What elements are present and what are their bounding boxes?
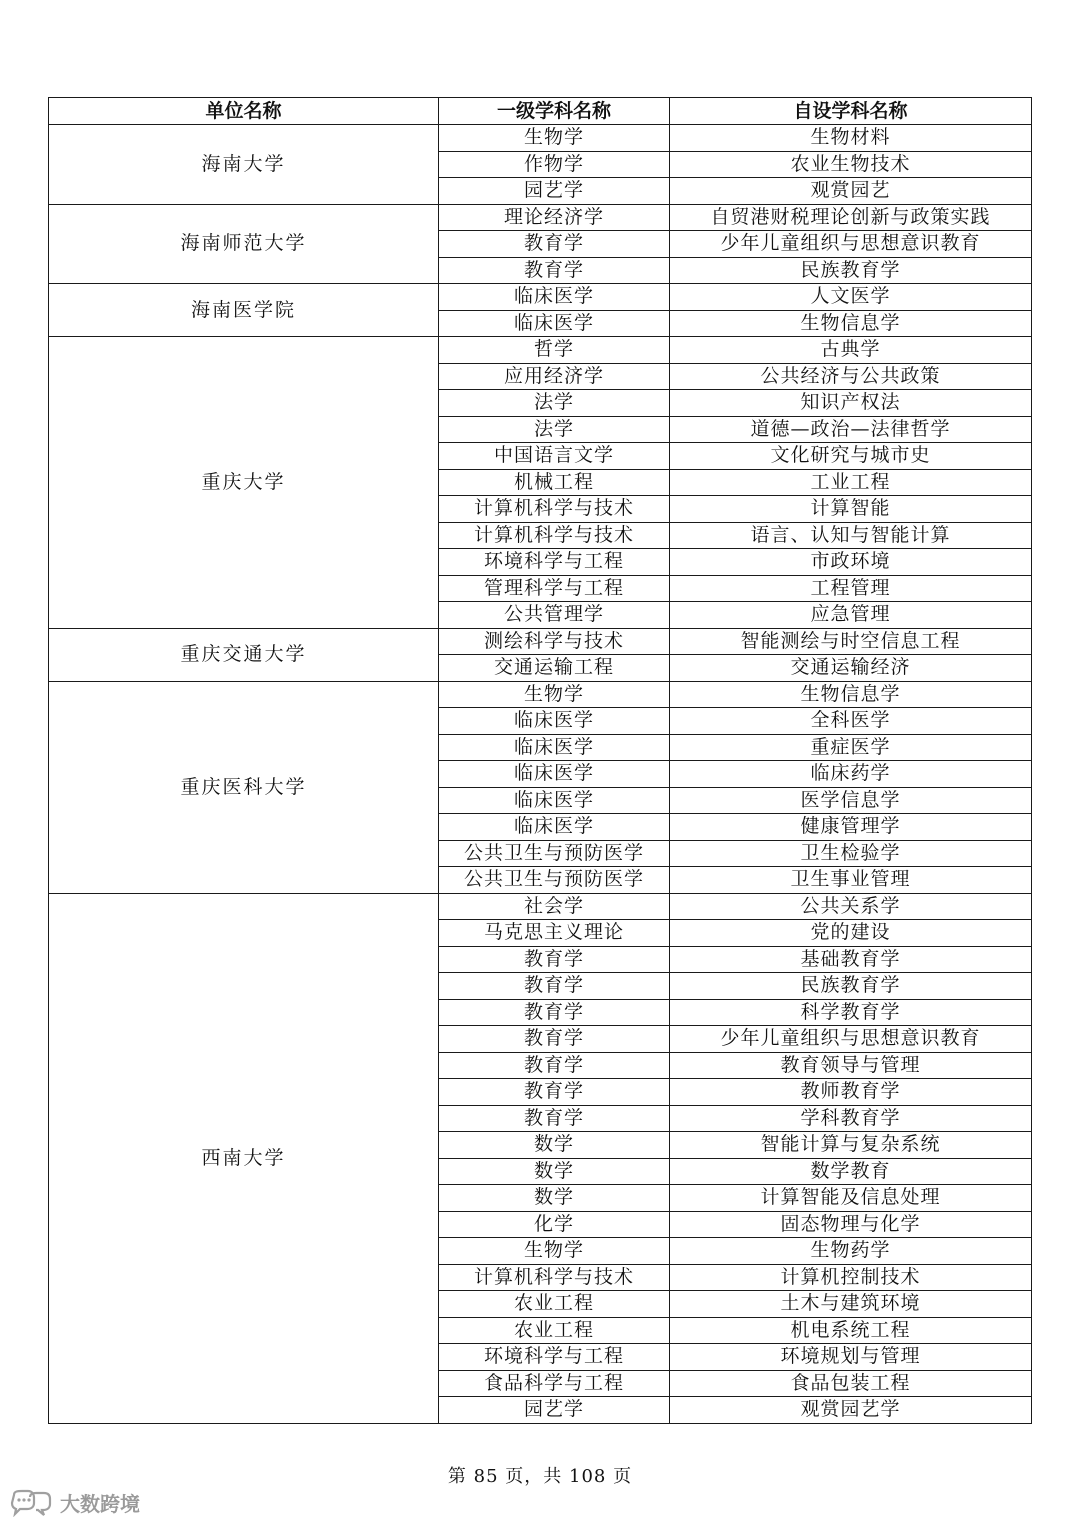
custom-discipline-cell: 交通运输经济 — [670, 655, 1032, 682]
chat-bubble-logo-icon — [8, 1489, 54, 1517]
primary-discipline-cell: 测绘科学与技术 — [439, 628, 670, 655]
custom-discipline-cell: 智能测绘与时空信息工程 — [670, 628, 1032, 655]
custom-discipline-cell: 学科教育学 — [670, 1105, 1032, 1132]
custom-discipline-cell: 观赏园艺学 — [670, 1397, 1032, 1424]
table-row — [49, 337, 1032, 364]
primary-discipline-cell: 临床医学 — [439, 284, 670, 311]
custom-discipline-cell: 固态物理与化学 — [670, 1211, 1032, 1238]
primary-discipline-cell: 食品科学与工程 — [439, 1370, 670, 1397]
primary-discipline-cell: 数学 — [439, 1158, 670, 1185]
primary-discipline-cell: 临床医学 — [439, 734, 670, 761]
table-header — [49, 98, 1032, 125]
primary-discipline-cell: 公共管理学 — [439, 602, 670, 629]
custom-discipline-cell: 公共经济与公共政策 — [670, 363, 1032, 390]
watermark — [8, 1488, 140, 1517]
primary-discipline-cell: 哲学 — [439, 337, 670, 364]
primary-discipline-cell: 临床医学 — [439, 708, 670, 735]
primary-discipline-cell: 临床医学 — [439, 761, 670, 788]
custom-discipline-cell: 医学信息学 — [670, 787, 1032, 814]
primary-discipline-cell: 园艺学 — [439, 1397, 670, 1424]
custom-discipline-cell: 应急管理 — [670, 602, 1032, 629]
unit-name-cell: 海南大学 — [49, 125, 439, 205]
custom-discipline-cell: 计算智能 — [670, 496, 1032, 523]
custom-discipline-cell: 民族教育学 — [670, 973, 1032, 1000]
custom-discipline-cell: 公共关系学 — [670, 893, 1032, 920]
custom-discipline-cell: 生物信息学 — [670, 310, 1032, 337]
header-custom-discipline: 自设学科名称 — [670, 98, 1032, 125]
primary-discipline-cell: 生物学 — [439, 1238, 670, 1265]
custom-discipline-cell: 生物信息学 — [670, 681, 1032, 708]
custom-discipline-cell: 计算机控制技术 — [670, 1264, 1032, 1291]
primary-discipline-cell: 中国语言文学 — [439, 443, 670, 470]
custom-discipline-cell: 重症医学 — [670, 734, 1032, 761]
custom-discipline-cell: 市政环境 — [670, 549, 1032, 576]
primary-discipline-cell: 教育学 — [439, 1079, 670, 1106]
custom-discipline-cell: 自贸港财税理论创新与政策实践 — [670, 204, 1032, 231]
primary-discipline-cell: 教育学 — [439, 973, 670, 1000]
header-row — [49, 98, 1032, 125]
custom-discipline-cell: 观赏园艺 — [670, 178, 1032, 205]
custom-discipline-cell: 知识产权法 — [670, 390, 1032, 417]
custom-discipline-cell: 基础教育学 — [670, 946, 1032, 973]
primary-discipline-cell: 数学 — [439, 1132, 670, 1159]
primary-discipline-cell: 应用经济学 — [439, 363, 670, 390]
primary-discipline-cell: 农业工程 — [439, 1291, 670, 1318]
unit-name-cell: 海南医学院 — [49, 284, 439, 337]
custom-discipline-cell: 道德—政治—法律哲学 — [670, 416, 1032, 443]
custom-discipline-cell: 少年儿童组织与思想意识教育 — [670, 231, 1032, 258]
custom-discipline-cell: 食品包装工程 — [670, 1370, 1032, 1397]
custom-discipline-cell: 卫生检验学 — [670, 840, 1032, 867]
primary-discipline-cell: 数学 — [439, 1185, 670, 1212]
primary-discipline-cell: 临床医学 — [439, 310, 670, 337]
table-row — [49, 628, 1032, 655]
primary-discipline-cell: 教育学 — [439, 1052, 670, 1079]
header-primary-discipline: 一级学科名称 — [439, 98, 670, 125]
custom-discipline-cell: 工业工程 — [670, 469, 1032, 496]
custom-discipline-cell: 机电系统工程 — [670, 1317, 1032, 1344]
primary-discipline-cell: 交通运输工程 — [439, 655, 670, 682]
custom-discipline-cell: 农业生物技术 — [670, 151, 1032, 178]
table-row — [49, 893, 1032, 920]
primary-discipline-cell: 法学 — [439, 390, 670, 417]
table-row — [49, 284, 1032, 311]
primary-discipline-cell: 园艺学 — [439, 178, 670, 205]
custom-discipline-cell: 民族教育学 — [670, 257, 1032, 284]
primary-discipline-cell: 临床医学 — [439, 787, 670, 814]
primary-discipline-cell: 法学 — [439, 416, 670, 443]
table-body — [49, 125, 1032, 1424]
primary-discipline-cell: 机械工程 — [439, 469, 670, 496]
primary-discipline-cell: 化学 — [439, 1211, 670, 1238]
custom-discipline-cell: 智能计算与复杂系统 — [670, 1132, 1032, 1159]
primary-discipline-cell: 马克思主义理论 — [439, 920, 670, 947]
primary-discipline-cell: 环境科学与工程 — [439, 1344, 670, 1371]
primary-discipline-cell: 社会学 — [439, 893, 670, 920]
discipline-table — [48, 97, 1032, 1424]
primary-discipline-cell: 教育学 — [439, 946, 670, 973]
custom-discipline-cell: 卫生事业管理 — [670, 867, 1032, 894]
custom-discipline-cell: 计算智能及信息处理 — [670, 1185, 1032, 1212]
primary-discipline-cell: 管理科学与工程 — [439, 575, 670, 602]
header-unit-name: 单位名称 — [49, 98, 439, 125]
custom-discipline-cell: 生物材料 — [670, 125, 1032, 152]
page-footer: 第 85 页，共 108 页 — [447, 1466, 633, 1487]
unit-name-cell: 西南大学 — [49, 893, 439, 1423]
primary-discipline-cell: 教育学 — [439, 1026, 670, 1053]
primary-discipline-cell: 农业工程 — [439, 1317, 670, 1344]
primary-discipline-cell: 计算机科学与技术 — [439, 522, 670, 549]
unit-name-cell: 海南师范大学 — [49, 204, 439, 284]
custom-discipline-cell: 科学教育学 — [670, 999, 1032, 1026]
unit-name-cell: 重庆交通大学 — [49, 628, 439, 681]
custom-discipline-cell: 工程管理 — [670, 575, 1032, 602]
custom-discipline-cell: 教育领导与管理 — [670, 1052, 1032, 1079]
custom-discipline-cell: 环境规划与管理 — [670, 1344, 1032, 1371]
primary-discipline-cell: 教育学 — [439, 257, 670, 284]
custom-discipline-cell: 生物药学 — [670, 1238, 1032, 1265]
primary-discipline-cell: 作物学 — [439, 151, 670, 178]
custom-discipline-cell: 临床药学 — [670, 761, 1032, 788]
table-row — [49, 681, 1032, 708]
primary-discipline-cell: 教育学 — [439, 231, 670, 258]
custom-discipline-cell: 古典学 — [670, 337, 1032, 364]
primary-discipline-cell: 公共卫生与预防医学 — [439, 867, 670, 894]
custom-discipline-cell: 土木与建筑环境 — [670, 1291, 1032, 1318]
primary-discipline-cell: 教育学 — [439, 1105, 670, 1132]
unit-name-cell: 重庆大学 — [49, 337, 439, 629]
custom-discipline-cell: 少年儿童组织与思想意识教育 — [670, 1026, 1032, 1053]
primary-discipline-cell: 生物学 — [439, 125, 670, 152]
primary-discipline-cell: 理论经济学 — [439, 204, 670, 231]
custom-discipline-cell: 教师教育学 — [670, 1079, 1032, 1106]
custom-discipline-cell: 数学教育 — [670, 1158, 1032, 1185]
custom-discipline-cell: 语言、认知与智能计算 — [670, 522, 1032, 549]
table-row — [49, 204, 1032, 231]
custom-discipline-cell: 全科医学 — [670, 708, 1032, 735]
primary-discipline-cell: 生物学 — [439, 681, 670, 708]
primary-discipline-cell: 教育学 — [439, 999, 670, 1026]
primary-discipline-cell: 临床医学 — [439, 814, 670, 841]
watermark-text: 大数跨境 — [60, 1492, 140, 1516]
custom-discipline-cell: 党的建设 — [670, 920, 1032, 947]
unit-name-cell: 重庆医科大学 — [49, 681, 439, 893]
primary-discipline-cell: 公共卫生与预防医学 — [439, 840, 670, 867]
primary-discipline-cell: 计算机科学与技术 — [439, 496, 670, 523]
custom-discipline-cell: 健康管理学 — [670, 814, 1032, 841]
primary-discipline-cell: 计算机科学与技术 — [439, 1264, 670, 1291]
table-row — [49, 125, 1032, 152]
primary-discipline-cell: 环境科学与工程 — [439, 549, 670, 576]
custom-discipline-cell: 文化研究与城市史 — [670, 443, 1032, 470]
custom-discipline-cell: 人文医学 — [670, 284, 1032, 311]
